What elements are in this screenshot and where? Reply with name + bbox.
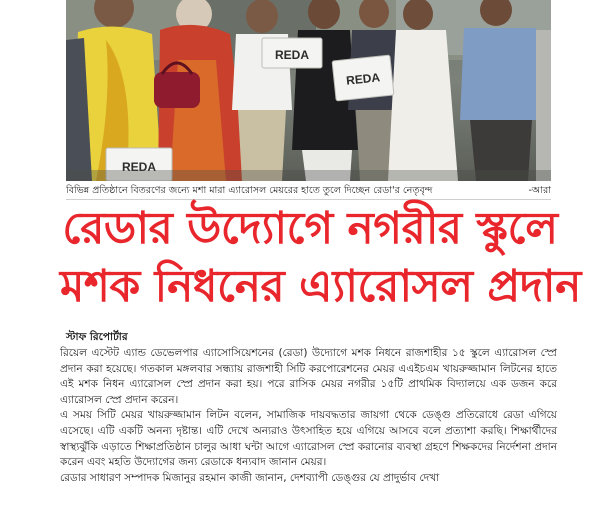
paragraph: এ সময় সিটি মেয়র খায়রুজ্জামান লিটন বলেন, সামাজিক দায়বদ্ধতার জায়গা থেকে ডেঙ্গু প্রতিরোধে রেডা এগিয়ে এসেছে। এটি একটি অনন্য দৃষ্টান্ত। এটি দেখে অন্যরাও উৎসাহিত হয়ে এগিয়ে আসবে বলে প্রত্যাশা করছি। শিক্ষার্থীদের স্বাস্থ্যঝুঁকি এড়াতে শিক্ষাপ্রতিষ্ঠান চালুর আধা ঘন্টা আগে এ্যারোসল স্প্রে করানোর ব্যবস্থা গ্রহণে শিক্ষকদের নির্দেশনা প্রদান করেন এবং মহতি উদ্যোগের জন্য রেডাকে ধন্যবাদ জানান মেয়র। <box>60 409 557 469</box>
photo-illustration <box>66 0 551 181</box>
article-body <box>60 346 557 486</box>
headline-line-2: মশক নিধনের এ্যারোসল প্রদান <box>60 261 581 312</box>
paragraph: রিয়েল এস্টেট এ্যান্ড ডেভেলপার এ্যাসোসিয়েশনের (রেডা) উদ্যোগে মশক নিধনে রাজশাহীর ১৫ স্কুলে এ্যারোসল স্প্রে প্রদান করা হয়েছে। গতকাল মঙ্গলবার সন্ধ্যায় রাজশাহী সিটি করপোরেশনের মেয়র এএইচএম খায়রুজ্জামান লিটনের হাতে এই মশক নিধন এ্যারোসল স্প্রে প্রদান করা হয়। পরে রাসিক মেয়র নগরীর ১৫টি প্রাথমিক বিদ্যালয়ে এক ডজন করে এ্যারোসল স্প্রে প্রদান করেন। <box>60 347 557 406</box>
handbag <box>154 72 200 108</box>
reda-box-center <box>262 38 322 68</box>
box-label: REDA <box>274 48 310 62</box>
caption-text: বিভিন্ন প্রতিষ্ঠানে বিতরণের জন্যে মশা মারা এ্যারোসল মেয়রের হাতে তুলে দিচ্ছেন রেডা'র নেতৃবৃন্দ <box>66 185 433 196</box>
byline: স্টাফ রিপোর্টার <box>66 331 128 343</box>
headline-line-1: রেডার উদ্যোগে নগরীর স্কুলে <box>62 203 558 254</box>
reda-box-right <box>332 55 394 101</box>
news-photo <box>66 0 551 181</box>
headline <box>60 200 581 316</box>
box-label: REDA <box>121 160 157 174</box>
photo-caption <box>66 182 551 199</box>
caption-credit: -আরা <box>528 185 551 196</box>
box-label: REDA <box>345 70 381 88</box>
paragraph: রেডার সাধারণ সম্পাদক মিজানুর রহমান কাজী জানান, দেশব্যাপী ডেঙ্গুর যে প্রাদুর্ভাব দেখা <box>60 471 440 484</box>
